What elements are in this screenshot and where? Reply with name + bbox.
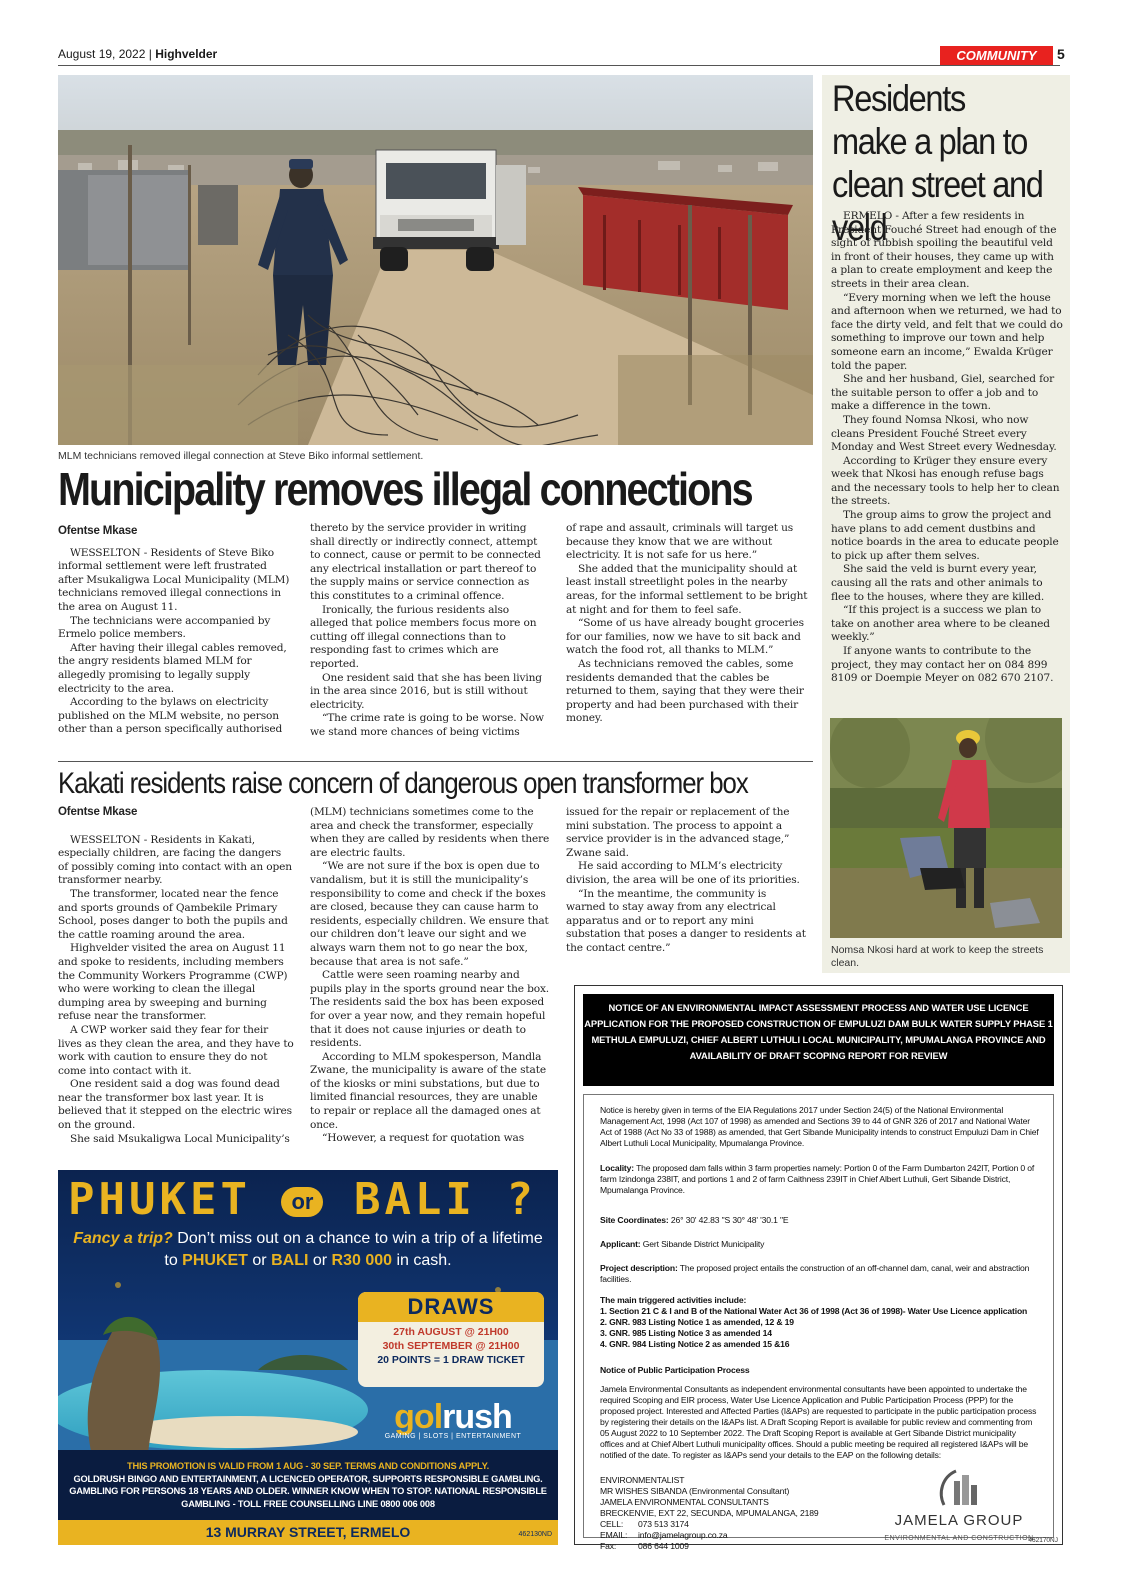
paragraph: Cattle were seen roaming nearby and pupils play in the sports ground near the box. The residents said the box has been exposed for over a year now, and they remain hopeful that it does not cause injuries or death to residents. (310, 969, 549, 1050)
sidebar-photo (830, 718, 1062, 938)
paragraph: “Some of us have already bought groceries for our families, now we have to sit back and watch the food rot, all thanks to MLM.” (566, 617, 804, 657)
notice-contact: ENVIRONMENTALIST MR WISHES SIBANDA (Environmental Consultant) JAMELA ENVIRONMENTAL CONSULTANTS BRECKENVIE, EXT 22, SECUNDA, MPUMALANGA, 2189 CELL: 073 513 3174 EMAIL: info@jamelagroup.co.za Fax: 086 644 1009 (600, 1475, 819, 1551)
goldrush-logo: golrush GAMING | SLOTS | ENTERTAINMENT (358, 1398, 548, 1440)
activity-item: 1. Section 21 C & I and B of the National Water Act 36 of 1998 (Act 36 of 1998)- Water Use Licence application (600, 1306, 1028, 1316)
main-story-col-1 (58, 525, 294, 737)
notice-ppp: Notice of Public Participation Process Jamela Environmental Consultants as independent environmental consultants have been appointed to undertake the required Scoping and EIR process, Water Use Licence Application and Public Participation Process (PPP) for the proposed project. Interested and Affected Parties (I&APs) are requested to participate in the public participation process by registering their details on the I&APs list. A Draft Scoping Report is available for public review and commenting from 05 August 2022 to 10 September 2022. The Draft Scoping Report is available at Gert Sibande District municipality offices and at Chief Albert Luthuli municipality offices. Should a public meeting be required all registered I&APs will be notified of the date. To register as I&APs send your details to the EAP on the following details: (600, 1365, 1037, 1460)
paragraph: She said Msukaligwa Local Municipality’s (70, 1132, 290, 1145)
main-photo-caption: MLM technicians removed illegal connection at Steve Biko informal settlement. (58, 450, 424, 462)
paragraph: He said according to MLM’s electricity division, the area will be one of its priorities. (566, 860, 800, 886)
activity-item: 4. GNR. 984 Listing Notice 2 as amended 15 &16 (600, 1339, 790, 1349)
second-headline: Kakati residents raise concern of dangerous open transformer box (58, 767, 748, 800)
paragraph: According to Krüger they ensure every week that Nkosi has enough refuse bags and the necessary tools to help her to clean the streets. (831, 454, 1060, 508)
paragraph: The technicians were accompanied by Ermelo police members. (58, 614, 271, 641)
paragraph: One resident said that she has been living in the area since 2016, but is still without electricity. (310, 671, 542, 711)
paragraph: If anyone wants to contribute to the project, they may contact her on 084 899 8109 or Doempie Meyer on 082 670 2107. (831, 645, 1054, 685)
paragraph: One resident said a dog was found dead near the transformer box last year. It is believed that it stepped on the electric wires on the ground. (58, 1078, 292, 1132)
paragraph: The group aims to grow the project and have plans to add cement dustbins and notice boards in the area to educate people to pick up after them selves. (831, 509, 1059, 562)
draws-title: DRAWS (358, 1292, 544, 1322)
paragraph: According to the bylaws on electricity published on the MLM website, no person other than a person specifically authorised (58, 696, 283, 736)
eia-notice (574, 985, 1063, 1551)
sidebar-story-body (831, 210, 1063, 686)
paragraph: of rape and assault, criminals will target us because they know that we are without electricity. It is not safe for us here.” (566, 522, 794, 562)
header-rule (58, 65, 1060, 66)
draw-date-1: 27th AUGUST @ 21H00 (393, 1326, 509, 1338)
second-story-col-1 (58, 806, 294, 1146)
paragraph: After having their illegal cables removed, the angry residents blamed MLM for allegedly promising to legally supply electricity to the area. (58, 641, 287, 695)
jamela-logo: JAMELA GROUP ENVIRONMENTAL AND CONSTRUCTION (874, 1467, 1044, 1542)
advert-or-badge: or (281, 1187, 323, 1217)
notice-heading: NOTICE OF AN ENVIRONMENTAL IMPACT ASSESSMENT PROCESS AND WATER USE LICENCE APPLICATION FOR THE PROPOSED CONSTRUCTION OF EMPULUZI DAM BULK WATER SUPPLY PHASE 1 METHULA EMPULUZI, CHIEF ALBERT LUTHULI LOCAL MUNICIPALITY, MPUMALANGA PROVINCE AND AVAILABILITY OF DRAFT SCOPING REPORT FOR REVIEW (583, 994, 1054, 1086)
main-story-col-2 (310, 522, 550, 740)
main-story-photo (58, 75, 813, 445)
draw-date-2: 30th SEPTEMBER @ 21H00 (382, 1340, 520, 1352)
section-label: COMMUNITY (940, 46, 1053, 65)
advert-tagline: Fancy a trip? Don’t miss out on a chance to win a trip of a lifetime to PHUKET or BALI or R30 000 in cash. (73, 1230, 543, 1269)
notice-locality: Locality: The proposed dam falls within 3 farm properties namely: Portion 0 of the Farm Dumbarton 242IT, Portion 0 of farm Izindonga 238IT, and portions 1 and 2 of farm Caithness 239IT in Chief Albert Luthuli, Gert Sibande District, Mpumalanga Province. (600, 1163, 1035, 1195)
photo-nomsa-cleaning (830, 718, 1062, 938)
advert-disclaimer: THIS PROMOTION IS VALID FROM 1 AUG - 30 SEP. TERMS AND CONDITIONS APPLY. GOLDRUSH BINGO AND ENTERTAINMENT, A LICENCED OPERATOR, SUPPORTS RESPONSIBLE GAMBLING. GAMBLING FOR PERSONS 18 YEARS AND OLDER. WINNER KNOW WHEN TO STOP. NATIONAL RESPONSIBLE GAMBLING - TOLL FREE COUNSELLING LINE 0800 006 008 (69, 1461, 547, 1509)
notice-coordinates: Site Coordinates: 26° 30' 42.83 "S 30° 48' '30.1 "E (600, 1215, 789, 1225)
paragraph: ERMELO - After a few residents in President Fouché Street had enough of the sight of rubbish spoiling the beautiful veld in front of their houses, they came up with a plan to create employment and keep the streets in their area clean. (831, 210, 1057, 290)
paragraph: “In the meantime, the community is warned to stay away from any electrical apparatus and or to report any mini substation that poses a danger to residents at the contact centre.” (566, 887, 806, 954)
draw-points: 20 POINTS = 1 DRAW TICKET (377, 1354, 525, 1366)
header-date: August 19, 2022 | Highvelder (58, 47, 218, 61)
advert-ref: 462130ND (518, 1531, 552, 1538)
paragraph: (MLM) technicians sometimes come to the area and check the transformer, especially when they are called by residents when there are electric faults. (310, 806, 550, 859)
paragraph: issued for the repair or replacement of the mini substation. The process to appoint a service provider is in the advanced stage,” Zwane said. (566, 806, 790, 859)
paragraph: Highvelder visited the area on August 11 and spoke to residents, including members the Community Workers Programme (CWP) who were working to clean the illegal dumping area by sweeping and burning refuse near the transformer. (58, 942, 288, 1023)
jamela-building-icon (934, 1467, 984, 1507)
paragraph: She added that the municipality should at least install streetlight poles in the nearby areas, for the informal settlement to be bright at night and for them to feel safe. (566, 562, 808, 616)
advert-address: 13 MURRAY STREET, ERMELO (58, 1520, 558, 1545)
second-story-col-3 (566, 806, 808, 956)
notice-applicant: Applicant: Gert Sibande District Municipality (600, 1239, 765, 1249)
paragraph: They found Nomsa Nkosi, who now cleans President Fouché Street every Monday and West Street every Wednesday. (831, 413, 1057, 454)
main-byline: Ofentse Mkase (58, 525, 138, 537)
advert-title: PHUKET or BALI ? (68, 1174, 537, 1225)
activity-item: 2. GNR. 983 Listing Notice 1 as amended, 12 & 19 (600, 1317, 794, 1327)
paragraph: WESSELTON - Residents in Kakati, especially children, are facing the dangers of possibly coming into contact with an open transformer nearby. (58, 833, 292, 887)
paragraph: She said the veld is burnt every year, causing all the rats and other animals to flee to the houses, where they are killed. (831, 563, 1045, 603)
paper-name: Highvelder (155, 47, 218, 61)
paragraph: Ironically, the furious residents also alleged that police members focus more on cutting off illegal connections than to responding fast to crimes which are reported. (310, 603, 537, 670)
goldrush-subline: GAMING | SLOTS | ENTERTAINMENT (384, 1433, 522, 1440)
paragraph: thereto by the service provider in writing shall directly or indirectly connect, attempt to connect, cause or permit to be connected any electrical installation or part thereof to the supply mains or service connection as this constitutes to a criminal offence. (310, 522, 541, 602)
paragraph: She and her husband, Giel, searched for the suitable person to offer a job and to make a difference in the town. (831, 373, 1055, 413)
paragraph: “We are not sure if the box is open due to vandalism, but it is still the municipality’s responsibility to come and check if the boxes are closed, because they can cause harm to residents, especially children. We ensure that our children don’t leave our sight and we always warn them not to go near the box, because that area is not safe.” (310, 860, 549, 968)
sidebar-photo-caption: Nomsa Nkosi hard at work to keep the streets clean. (831, 944, 1044, 969)
goldrush-advert[interactable] (58, 1170, 558, 1545)
paragraph: “If this project is a success we plan to take on another area where to be cleaned weekly.” (831, 604, 1050, 644)
second-byline: Ofentse Mkase (58, 806, 138, 818)
activity-item: 3. GNR. 985 Listing Notice 3 as amended 14 (600, 1328, 772, 1338)
main-headline: Municipality removes illegal connections (58, 463, 752, 515)
draws-panel (358, 1292, 544, 1387)
paragraph: A CWP worker said they fear for their lives as they clean the area, and they have to work with caution to ensure they do not come into contact with it. (58, 1023, 294, 1077)
sidebar-headline: Residents make a plan to clean street and veld (832, 78, 1043, 248)
paragraph: “However, a request for quotation was (322, 1132, 524, 1145)
main-story-col-3 (566, 522, 808, 726)
paragraph: WESSELTON - Residents of Steve Biko informal settlement were left frustrated after Msukaligwa Local Municipality (MLM) technicians removed illegal connections in the area on August 11. (58, 546, 290, 613)
photo-illegal-connection (58, 75, 813, 445)
paragraph: According to MLM spokesperson, Mandla Zwane, the municipality is aware of the state of the kiosks or mini substations, but due to limited financial resources, they are unable to repair or replace all the damaged ones at once. (310, 1050, 546, 1131)
notice-activities: The main triggered activities include: 1. Section 21 C & I and B of the National Water Act 36 of 1998 (Act 36 of 1998)- Water Use Licence application 2. GNR. 983 Listing Notice 1 as amended, 12 & 19 3. GNR. 985 Listing Notice 3 as amended 14 4. GNR. 984 Listing Notice 2 as amended 15 &16 (600, 1295, 1040, 1350)
notice-ref: 462170NJ (1028, 1537, 1058, 1544)
paragraph: As technicians removed the cables, some residents demanded that the cables be returned to them, saying that they were their property and had been purchased with their money. (566, 657, 804, 725)
paragraph: “Every morning when we left the house and afternoon when we returned, we had to face the dirty veld, and felt that we could do something to improve our town and help someone earn an income,” Ewalda Krüger told the paper. (831, 291, 1063, 372)
notice-description: Project description: The proposed project entails the construction of an off-channel dam, canal, weir and abstraction facilities. (600, 1263, 1030, 1284)
page-number: 5 (1057, 46, 1065, 62)
paragraph: The transformer, located near the fence and sports grounds of Qambekile Primary School, poses danger to both the pupils and the cattle roaming around the area. (58, 887, 288, 941)
story-divider (58, 761, 813, 762)
second-story-col-2 (310, 806, 550, 1146)
paragraph: “The crime rate is going to be worse. Now we stand more chances of being victims (310, 712, 544, 738)
notice-intro: Notice is hereby given in terms of the EIA Regulations 2017 under Section 24(5) of the National Environmental Management Act, 1998 (Act 107 of 1998) as amended and Sections 39 to 44 of GNR 326 of 2017 and National Water Act of 1988 (Act No 33 of 1988) as amended, that Gert Sibande Municipality intends to construct Empuluzi Dam in Chief Albert Luthuli Local Municipality, Mpumalanga Province. (600, 1105, 1039, 1148)
